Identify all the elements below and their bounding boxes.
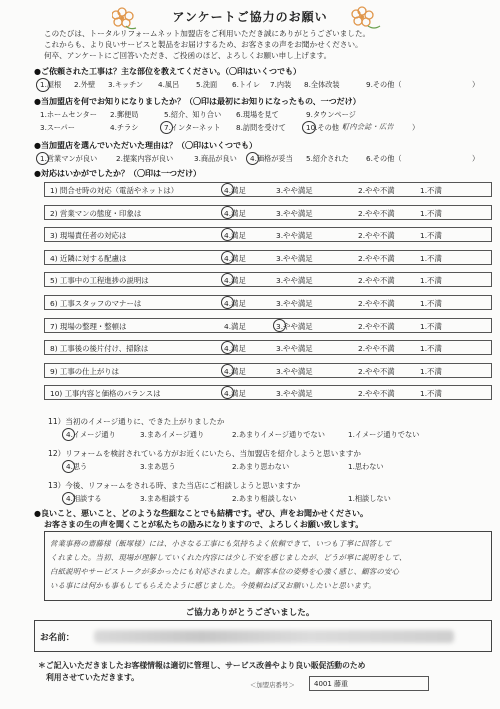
- q4-rating-option[interactable]: 3.やや満足: [276, 366, 313, 376]
- q1-opt-6[interactable]: 6.トイレ: [232, 80, 261, 89]
- q4-row-label: 1) 問合せ時の対応（電話やネットは）: [50, 186, 179, 195]
- intro-line-1: このたびは、トータルリフォームネット加盟店をご利用いただき誠にありがとうございました。: [44, 29, 371, 38]
- q4-rating-option[interactable]: 3.やや満足: [276, 208, 313, 218]
- q4-rating-option[interactable]: 3.やや満足: [276, 276, 313, 286]
- q11-answer-mark: [62, 428, 75, 441]
- q4-row-label: 3) 現場責任者の対応は: [50, 231, 127, 241]
- q3-paren: ）: [472, 154, 480, 163]
- q2-opt-2[interactable]: 2.郵便局: [110, 110, 139, 119]
- q1-opt-5[interactable]: 5.洗面: [196, 80, 218, 89]
- q13-opt-3[interactable]: 3.まあ相談する: [140, 494, 190, 503]
- q4-rating-option[interactable]: 4.満足: [224, 186, 246, 195]
- q4-rating-option[interactable]: 2.やや不満: [358, 276, 395, 286]
- thanks-message: ご協力ありがとうございました。: [185, 608, 315, 618]
- q12-opt-2[interactable]: 2.あまり思わない: [232, 462, 290, 471]
- q4-rating-option[interactable]: 3.やや満足: [276, 299, 313, 308]
- q2-opt-10[interactable]: 10.その他（: [306, 123, 347, 132]
- q4-row-label: 4) 近隣に対する配慮は: [50, 253, 127, 263]
- q4-row-label: 10) 工事内容と価格のバランスは: [50, 389, 161, 399]
- q4-answer-mark: [221, 296, 234, 309]
- q4-answer-mark: [221, 251, 234, 264]
- q4-answer-mark: [273, 319, 286, 332]
- q2-other-handwritten: 町内会誌・広告: [342, 122, 394, 131]
- q3-opt-3[interactable]: 3.商品が良い: [194, 154, 237, 163]
- q1-opt-7[interactable]: 7.内装: [270, 80, 292, 89]
- intro-line-2: これからも、より良いサービスと製品をお届けするため、お客さまの声をお聞かせください。: [44, 40, 363, 49]
- q3-opt-1[interactable]: 1.営業マンが良い: [40, 154, 98, 163]
- q3-opt-2[interactable]: 2.提案内容が良い: [116, 154, 174, 163]
- q3-title: ●当加盟店を選んでいただいた理由は？（〇印はいくつでも）: [34, 141, 257, 150]
- q4-rating-option[interactable]: 2.やや不満: [358, 321, 395, 331]
- q4-rating-option[interactable]: 1.不満: [420, 299, 442, 308]
- q4-rating-option[interactable]: 2.やや不満: [358, 231, 395, 241]
- q1-opt-8[interactable]: 8.全体改装: [304, 80, 340, 89]
- q4-rating-option[interactable]: 1.不満: [420, 389, 442, 399]
- q4-rating-option[interactable]: 4.満足: [224, 366, 246, 376]
- name-label: お名前：: [40, 633, 75, 643]
- q1-opt-4[interactable]: 4.風呂: [158, 80, 180, 89]
- name-redacted: [94, 630, 454, 643]
- q2-opt-9[interactable]: 9.タウンページ: [306, 110, 356, 119]
- q2-answer-mark-10: [302, 121, 316, 134]
- q4-rating-option[interactable]: 1.不満: [420, 186, 442, 195]
- q4-rating-option[interactable]: 1.不満: [420, 276, 442, 286]
- q1-opt-2[interactable]: 2.外壁: [74, 80, 96, 89]
- intro-line-3: 何卒、アンケートにご回答いただき、ご投函のほど、よろしくお願い申し上げます。: [44, 51, 332, 60]
- q1-opt-1[interactable]: 1.屋根: [40, 80, 62, 89]
- q12-title: 12）リフォームを検討されている方がお近くにいたら、当加盟店を紹介しようと思いますか: [48, 449, 362, 458]
- q4-rating-option[interactable]: 3.やや満足: [276, 389, 313, 399]
- q4-rating-option[interactable]: 3.やや満足: [276, 344, 313, 354]
- q3-opt-6[interactable]: 6.その他（: [366, 154, 402, 163]
- q4-rating-option[interactable]: 3.やや満足: [276, 253, 313, 263]
- q4-rating-option[interactable]: 2.やや不満: [358, 344, 395, 354]
- q2-opt-3[interactable]: 3.スーパー: [40, 123, 75, 132]
- q4-row-label: 7) 現場の整理・整頓は: [50, 321, 127, 331]
- q2-opt-8[interactable]: 8.訪問を受けて: [236, 123, 286, 132]
- q11-opt-4[interactable]: 4.イメージ通り: [66, 430, 116, 439]
- q4-rating-option[interactable]: 2.やや不満: [358, 186, 395, 195]
- q4-rating-option[interactable]: 1.不満: [420, 344, 442, 354]
- q4-rating-option[interactable]: 1.不満: [420, 366, 442, 376]
- comment-title: ●良いこと、悪いこと、どのような些細なことでも結構です。ぜひ、声をお聞かせください。: [34, 509, 369, 518]
- q4-rating-option[interactable]: 2.やや不満: [358, 208, 395, 218]
- q11-opt-2[interactable]: 2.あまりイメージ通りでない: [232, 430, 325, 439]
- q13-opt-1[interactable]: 1.相談しない: [348, 494, 391, 503]
- q2-paren: ）: [412, 123, 420, 132]
- q4-rating-option[interactable]: 1.不満: [420, 321, 442, 331]
- q3-opt-4[interactable]: 4.価格が妥当: [250, 154, 293, 163]
- q2-opt-1[interactable]: 1.ホームセンター: [40, 110, 97, 119]
- q4-row-label: 6) 工事スタッフのマナーは: [50, 299, 142, 308]
- q4-rating-option[interactable]: 1.不満: [420, 253, 442, 263]
- q4-rating-option[interactable]: 2.やや不満: [358, 366, 395, 376]
- q13-opt-4[interactable]: 4.相談する: [66, 494, 102, 503]
- q11-opt-1[interactable]: 1.イメージ通りでない: [348, 430, 420, 439]
- q4-rating-option[interactable]: 4.満足: [224, 276, 246, 286]
- q13-opt-2[interactable]: 2.あまり相談しない: [232, 494, 297, 503]
- q3-answer-mark-1: [36, 152, 49, 165]
- q1-paren: ）: [472, 80, 480, 89]
- q1-opt-9[interactable]: 9.その他（: [366, 80, 402, 89]
- comment-line-2: くれました。当初、現場が理解していくれた内容には少し不安を感じましたが、どうが寧に説明をして、: [50, 553, 407, 562]
- q4-rating-option[interactable]: 4.満足: [224, 208, 246, 218]
- q3-opt-5[interactable]: 5.紹介された: [306, 154, 349, 163]
- store-code-value: 4001 藤重: [314, 680, 349, 688]
- q4-rating-option[interactable]: 3.やや満足: [276, 321, 313, 331]
- q4-rating-option[interactable]: 3.やや満足: [276, 231, 313, 241]
- q13-answer-mark: [62, 492, 75, 505]
- q4-answer-mark: [221, 364, 234, 377]
- page-title: アンケートご協力のお願い: [172, 10, 328, 24]
- q4-rating-option[interactable]: 2.やや不満: [358, 389, 395, 399]
- q11-title: 11）当初のイメージ通りに、できた上がりましたか: [48, 417, 225, 426]
- q2-opt-5[interactable]: 5.紹介、知り合い: [164, 110, 222, 119]
- q4-row-label: 2) 営業マンの態度・印象は: [50, 208, 142, 218]
- q4-rating-option[interactable]: 1.不満: [420, 231, 442, 241]
- q4-answer-mark: [221, 206, 234, 219]
- footer-line-2: 利用させていただきます。: [46, 673, 139, 682]
- q4-title: ●対応はいかがでしたか？（〇印は一つだけ）: [34, 169, 201, 178]
- q4-rating-option[interactable]: 2.やや不満: [358, 253, 395, 263]
- q4-row-label: 5) 工事中の工程進捗の説明は: [50, 276, 149, 286]
- q4-answer-mark: [221, 183, 234, 196]
- q12-opt-3[interactable]: 3.まあ思う: [140, 462, 176, 471]
- q2-opt-6[interactable]: 6.現場を見て: [236, 110, 279, 119]
- comment-subtitle: お客さまの生の声を聞くことが私たちの励みになりますので、よろしくお願い致します。: [44, 520, 364, 529]
- footer-line-1: ＊ご記入いただきましたお客様情報は適切に管理し、サービス改善やより良い販促活動のため: [38, 661, 366, 670]
- comment-line-3: 白紙説明やサービストークが多かったにも対応されました。顧客本位の姿勢を心強く感じ、顧客の安心: [50, 567, 400, 576]
- q4-rating-option[interactable]: 4.満足: [224, 253, 246, 263]
- q2-title: ●当加盟店を何でお知りになりましたか？（〇印は最初にお知りになったもの、一つだけ）: [34, 97, 361, 106]
- q1-title: ●ご依頼された工事は？主な部位を教えてください。（〇印はいくつでも）: [34, 67, 301, 76]
- q4-rating-option[interactable]: 4.満足: [224, 299, 246, 308]
- q4-rating-option[interactable]: 4.満足: [224, 389, 246, 399]
- q11-opt-3[interactable]: 3.まあイメージ通り: [140, 430, 205, 439]
- q12-answer-mark: [62, 460, 75, 473]
- q12-opt-1[interactable]: 1.思わない: [348, 462, 384, 471]
- q4-row-label: 8) 工事後の後片付け、掃除は: [50, 344, 149, 354]
- q12-opt-4[interactable]: 4.思う: [66, 462, 88, 471]
- q4-rating-option[interactable]: 3.やや満足: [276, 186, 313, 195]
- q13-title: 13）今後、リフォームをされる時、また当店にご相談しようと思いますか: [48, 481, 301, 490]
- q4-rating-option[interactable]: 4.満足: [224, 344, 246, 354]
- q4-rating-option[interactable]: 4.満足: [224, 231, 246, 241]
- q1-opt-3[interactable]: 3.キッチン: [108, 80, 144, 89]
- q4-row-label: 9) 工事の仕上がりは: [50, 366, 120, 376]
- q2-opt-4[interactable]: 4.チラシ: [110, 123, 139, 132]
- comment-line-1: 営業事務の齋藤様（飯塚様）には、小さなる工事にも気持ちよく依頼できて、いつも丁寧に回答して: [50, 539, 392, 548]
- q2-opt-7[interactable]: 7.インターネット: [164, 123, 221, 132]
- comment-line-4: いる事には何かも事もしてもらえたように感じました。今後頼ねば又お願いしたいと思います。: [50, 581, 376, 590]
- q4-rating-option[interactable]: 1.不満: [420, 208, 442, 218]
- store-code-label: ＜加盟店番号＞: [250, 681, 295, 689]
- q3-answer-mark-4: [246, 152, 259, 165]
- q4-rating-option[interactable]: 2.やや不満: [358, 299, 395, 308]
- q1-answer-mark: [36, 78, 50, 92]
- q4-rating-option[interactable]: 4.満足: [224, 321, 246, 331]
- q2-answer-mark-7: [160, 121, 173, 134]
